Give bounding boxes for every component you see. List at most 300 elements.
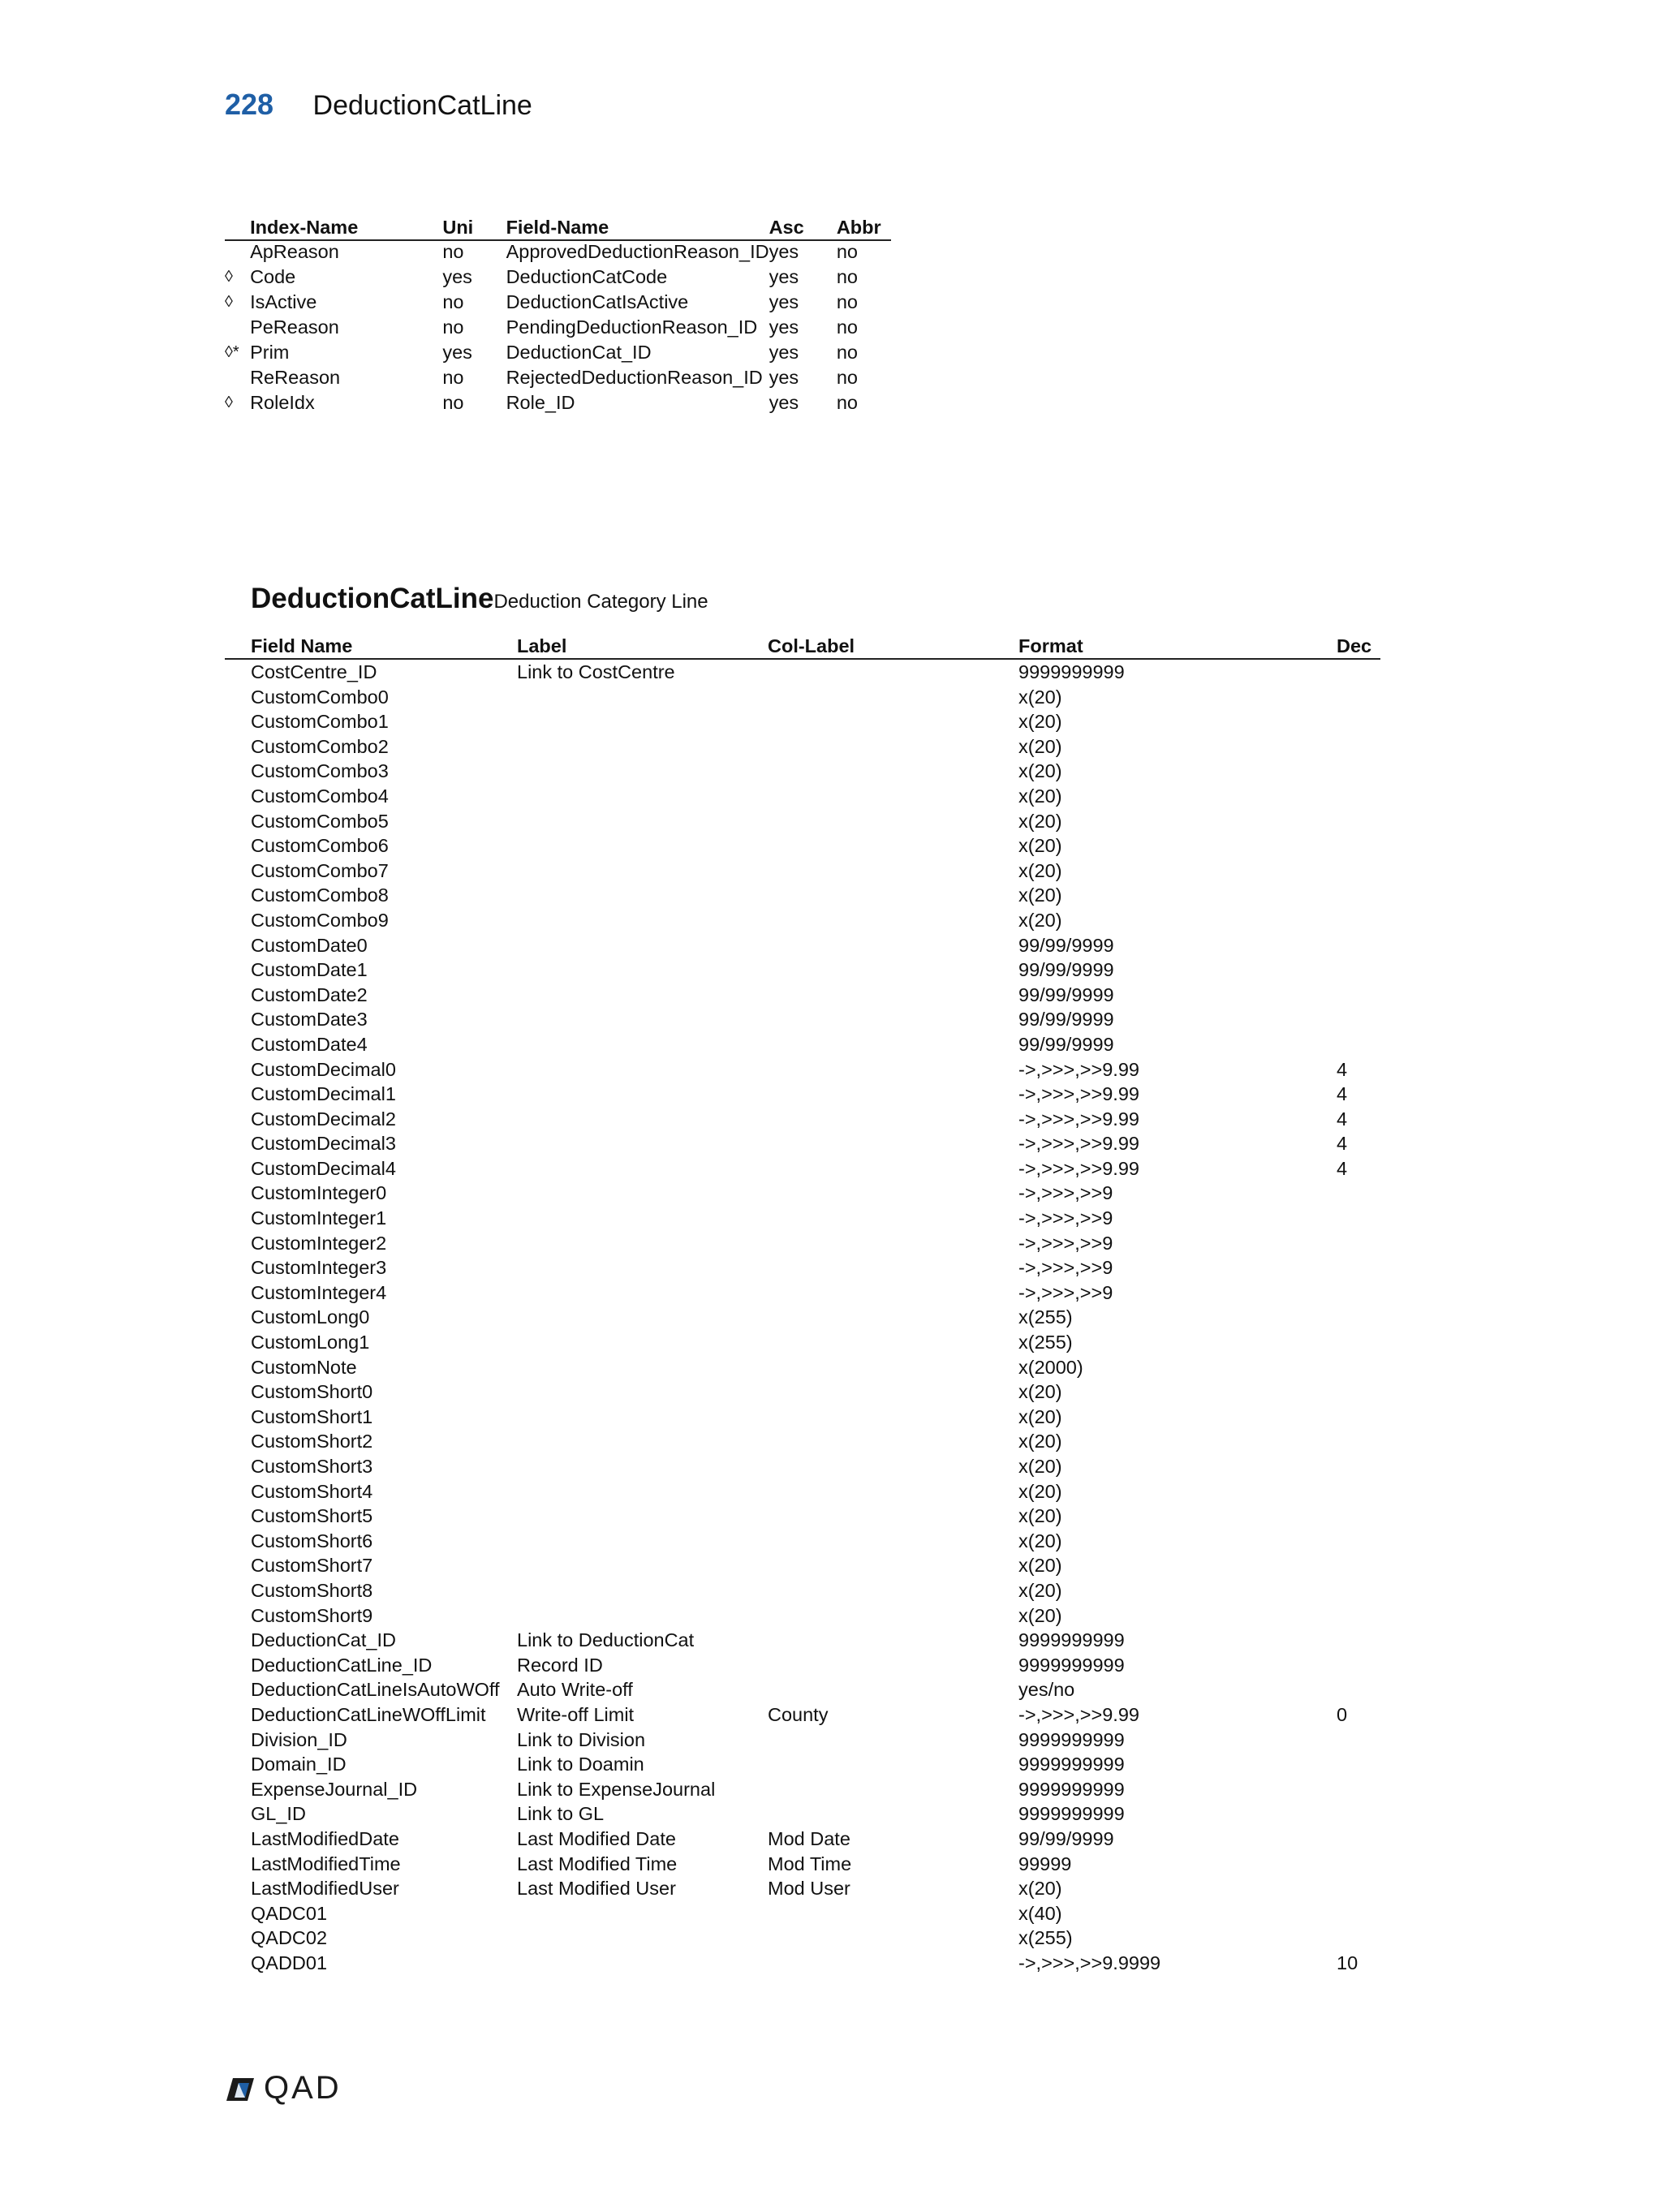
field-marker <box>225 659 251 685</box>
index-ascending: yes <box>769 316 799 338</box>
field-dec <box>1337 1777 1380 1802</box>
field-name: CustomLong0 <box>251 1306 370 1328</box>
field-row <box>225 1926 1380 1951</box>
field-row <box>225 1156 1380 1181</box>
field-dec <box>1337 1454 1380 1479</box>
field-marker <box>225 709 251 734</box>
field-table-header <box>225 633 1380 659</box>
field-name: CustomCombo7 <box>251 859 389 881</box>
field-format: x(20) <box>1018 1604 1062 1626</box>
field-dec <box>1337 784 1380 809</box>
field-label <box>517 1007 768 1032</box>
field-row <box>225 1255 1380 1280</box>
field-name: CustomShort0 <box>251 1381 373 1403</box>
field-col-label <box>768 1529 1018 1554</box>
field-format: x(20) <box>1018 711 1062 733</box>
field-col-label <box>768 1231 1018 1256</box>
field-name: CustomShort1 <box>251 1405 373 1427</box>
field-format: ->,>>>,>>9 <box>1018 1182 1113 1204</box>
field-marker <box>225 1578 251 1603</box>
field-format: x(40) <box>1018 1902 1062 1924</box>
field-row <box>225 1876 1380 1901</box>
field-marker <box>225 1728 251 1753</box>
field-marker <box>225 1405 251 1430</box>
field-name: QADC02 <box>251 1927 328 1949</box>
field-col-label <box>768 1007 1018 1032</box>
field-label <box>517 1901 768 1926</box>
field-marker <box>225 1082 251 1107</box>
field-label: Auto Write-off <box>517 1679 633 1701</box>
field-row <box>225 1107 1380 1132</box>
table-section-subtitle: Deduction Category Line <box>493 591 708 613</box>
index-row <box>225 316 891 342</box>
column-header-field-name: Field-Name <box>506 214 769 240</box>
field-label <box>517 1429 768 1454</box>
field-label: Write-off Limit <box>517 1703 635 1725</box>
field-row <box>225 1752 1380 1777</box>
field-row <box>225 1702 1380 1728</box>
field-row <box>225 809 1380 834</box>
field-format: ->,>>>,>>9 <box>1018 1257 1113 1279</box>
field-col-label <box>768 1553 1018 1578</box>
field-marker <box>225 1553 251 1578</box>
field-format: ->,>>>,>>9.99 <box>1018 1703 1139 1725</box>
field-format: 9999999999 <box>1018 1778 1125 1800</box>
index-marker: ◊* <box>225 343 239 361</box>
index-row <box>225 392 891 417</box>
field-row <box>225 1901 1380 1926</box>
field-col-label <box>768 1603 1018 1629</box>
field-col-label <box>768 1578 1018 1603</box>
field-label <box>517 809 768 834</box>
field-dec <box>1337 908 1380 933</box>
field-name: CustomShort8 <box>251 1579 373 1601</box>
qad-logo-icon <box>225 2075 256 2102</box>
index-ascending: yes <box>769 342 799 363</box>
field-col-label <box>768 1156 1018 1181</box>
column-header-dec: Dec <box>1337 633 1380 659</box>
field-marker <box>225 1951 251 1976</box>
field-marker <box>225 685 251 710</box>
field-format: ->,>>>,>>9 <box>1018 1207 1113 1229</box>
field-marker-header <box>225 633 251 659</box>
field-name: CustomDecimal3 <box>251 1133 396 1155</box>
field-name: Domain_ID <box>251 1754 347 1775</box>
field-label: Link to Doamin <box>517 1754 644 1775</box>
field-dec <box>1337 1852 1380 1877</box>
field-label: Last Modified Date <box>517 1827 676 1849</box>
field-name: ExpenseJournal_ID <box>251 1778 418 1800</box>
field-dec <box>1337 1429 1380 1454</box>
field-table-body <box>225 659 1380 1975</box>
field-marker <box>225 1057 251 1082</box>
field-marker <box>225 1901 251 1926</box>
field-row <box>225 1504 1380 1529</box>
index-row <box>225 342 891 367</box>
index-abbreviated: no <box>836 392 858 413</box>
field-col-label <box>768 1479 1018 1504</box>
field-format: x(20) <box>1018 785 1062 807</box>
field-label <box>517 1107 768 1132</box>
field-dec <box>1337 859 1380 884</box>
field-name: CustomShort3 <box>251 1456 373 1477</box>
field-marker <box>225 1429 251 1454</box>
field-label <box>517 1156 768 1181</box>
field-name: CustomShort7 <box>251 1555 373 1577</box>
field-col-label: Mod Time <box>768 1853 852 1874</box>
field-label <box>517 1553 768 1578</box>
field-format: ->,>>>,>>9.99 <box>1018 1058 1139 1080</box>
field-dec <box>1337 1255 1380 1280</box>
field-dec <box>1337 958 1380 983</box>
column-header-format: Format <box>1018 633 1337 659</box>
field-col-label <box>768 1379 1018 1405</box>
field-marker <box>225 1852 251 1877</box>
field-name: CustomInteger2 <box>251 1232 387 1254</box>
field-format: x(20) <box>1018 1530 1062 1551</box>
field-label <box>517 1951 768 1976</box>
field-dec <box>1337 1653 1380 1678</box>
field-label <box>517 908 768 933</box>
field-col-label: Mod Date <box>768 1827 850 1849</box>
field-row <box>225 1032 1380 1057</box>
field-marker <box>225 1330 251 1355</box>
field-marker <box>225 1926 251 1951</box>
index-name: ReReason <box>250 367 341 388</box>
index-unique: no <box>442 392 464 413</box>
field-marker <box>225 1231 251 1256</box>
field-label: Link to GL <box>517 1803 605 1825</box>
field-col-label <box>768 1181 1018 1206</box>
field-name: DeductionCat_ID <box>251 1629 396 1651</box>
field-format: 9999999999 <box>1018 1728 1125 1750</box>
field-name: CustomCombo2 <box>251 735 389 757</box>
field-format: ->,>>>,>>9.99 <box>1018 1133 1139 1155</box>
field-col-label <box>768 1355 1018 1380</box>
field-row <box>225 833 1380 859</box>
field-col-label <box>768 883 1018 908</box>
index-marker <box>225 316 250 342</box>
page-title: DeductionCatLine <box>312 90 532 121</box>
field-marker <box>225 1379 251 1405</box>
field-col-label <box>768 1107 1018 1132</box>
field-label <box>517 859 768 884</box>
field-col-label <box>768 1255 1018 1280</box>
page-number: 228 <box>225 88 274 121</box>
field-format: x(20) <box>1018 1456 1062 1477</box>
field-format: 99/99/9999 <box>1018 1827 1114 1849</box>
field-dec <box>1337 734 1380 760</box>
page-header <box>225 88 532 122</box>
field-row <box>225 685 1380 710</box>
field-dec <box>1337 1578 1380 1603</box>
index-ascending: yes <box>769 392 799 413</box>
field-format: x(20) <box>1018 810 1062 832</box>
field-dec: 0 <box>1337 1703 1348 1725</box>
field-marker <box>225 734 251 760</box>
index-name: ApReason <box>250 241 339 262</box>
field-format: ->,>>>,>>9 <box>1018 1232 1113 1254</box>
field-row <box>225 883 1380 908</box>
field-format: x(2000) <box>1018 1356 1083 1378</box>
field-marker <box>225 1628 251 1653</box>
field-name: DeductionCatLine_ID <box>251 1654 433 1676</box>
field-dec <box>1337 659 1380 685</box>
index-ascending: yes <box>769 291 799 312</box>
field-name: CustomDate0 <box>251 934 368 956</box>
field-format: x(20) <box>1018 1555 1062 1577</box>
field-format: ->,>>>,>>9.9999 <box>1018 1952 1161 1973</box>
field-dec <box>1337 1330 1380 1355</box>
index-ascending: yes <box>769 266 799 287</box>
field-row <box>225 958 1380 983</box>
index-abbreviated: no <box>836 241 858 262</box>
field-row <box>225 1578 1380 1603</box>
field-col-label <box>768 1280 1018 1306</box>
field-format: x(20) <box>1018 686 1062 708</box>
field-format: x(20) <box>1018 1431 1062 1452</box>
field-col-label <box>768 1131 1018 1156</box>
field-col-label <box>768 1330 1018 1355</box>
field-format: 99999 <box>1018 1853 1072 1874</box>
field-marker <box>225 784 251 809</box>
field-name: QADC01 <box>251 1902 328 1924</box>
field-format: x(20) <box>1018 909 1062 931</box>
field-dec <box>1337 1206 1380 1231</box>
field-marker <box>225 1206 251 1231</box>
field-row <box>225 1852 1380 1877</box>
field-label <box>517 933 768 958</box>
field-dec <box>1337 1504 1380 1529</box>
field-name: CustomInteger3 <box>251 1257 387 1279</box>
field-label <box>517 833 768 859</box>
field-dec <box>1337 983 1380 1008</box>
field-row <box>225 1951 1380 1976</box>
field-col-label <box>768 1032 1018 1057</box>
field-name: CustomNote <box>251 1356 357 1378</box>
field-col-label <box>768 1752 1018 1777</box>
field-row <box>225 1728 1380 1753</box>
field-format: yes/no <box>1018 1679 1075 1701</box>
field-dec <box>1337 1752 1380 1777</box>
index-table <box>225 214 891 417</box>
field-name: DeductionCatLineWOffLimit <box>251 1703 486 1725</box>
index-unique: yes <box>442 266 472 287</box>
field-marker <box>225 1827 251 1852</box>
field-marker <box>225 1156 251 1181</box>
qad-logo-text: QAD <box>264 2070 342 2106</box>
field-marker <box>225 1801 251 1827</box>
field-label <box>517 784 768 809</box>
field-col-label: Mod User <box>768 1878 850 1900</box>
field-col-label <box>768 734 1018 760</box>
index-row <box>225 266 891 291</box>
field-dec <box>1337 1280 1380 1306</box>
column-header-index-name: Index-Name <box>250 214 442 240</box>
field-col-label <box>768 1429 1018 1454</box>
field-marker <box>225 833 251 859</box>
field-format: ->,>>>,>>9.99 <box>1018 1108 1139 1130</box>
field-marker <box>225 1280 251 1306</box>
field-row <box>225 1653 1380 1678</box>
field-name: CustomCombo6 <box>251 835 389 857</box>
field-dec <box>1337 1479 1380 1504</box>
field-row <box>225 709 1380 734</box>
field-format: x(255) <box>1018 1306 1073 1328</box>
field-row <box>225 1454 1380 1479</box>
field-dec <box>1337 759 1380 784</box>
field-marker <box>225 958 251 983</box>
index-field-name: PendingDeductionReason_ID <box>506 316 758 338</box>
column-header-asc: Asc <box>769 214 837 240</box>
field-row <box>225 933 1380 958</box>
field-name: GL_ID <box>251 1803 306 1825</box>
qad-logo <box>225 2070 342 2107</box>
field-label <box>517 734 768 760</box>
field-label <box>517 1131 768 1156</box>
field-name: CustomInteger4 <box>251 1281 387 1303</box>
field-format: x(255) <box>1018 1927 1073 1949</box>
field-dec <box>1337 1876 1380 1901</box>
field-marker <box>225 883 251 908</box>
field-marker <box>225 1504 251 1529</box>
field-dec <box>1337 1827 1380 1852</box>
field-col-label <box>768 709 1018 734</box>
field-label <box>517 958 768 983</box>
field-row <box>225 1479 1380 1504</box>
field-dec <box>1337 1801 1380 1827</box>
field-format: x(20) <box>1018 884 1062 906</box>
field-marker <box>225 933 251 958</box>
field-row <box>225 1007 1380 1032</box>
index-name: IsActive <box>250 291 317 312</box>
field-name: CustomCombo9 <box>251 909 389 931</box>
index-name: Code <box>250 266 296 287</box>
field-row <box>225 659 1380 685</box>
index-unique: no <box>442 316 464 338</box>
index-table-body <box>225 240 891 417</box>
field-label <box>517 1926 768 1951</box>
field-format: 99/99/9999 <box>1018 959 1114 981</box>
index-marker <box>225 367 250 392</box>
field-name: CustomDate2 <box>251 983 368 1005</box>
field-row <box>225 1801 1380 1827</box>
index-abbreviated: no <box>836 342 858 363</box>
field-dec <box>1337 883 1380 908</box>
index-ascending: yes <box>769 241 799 262</box>
field-label <box>517 1405 768 1430</box>
field-label <box>517 1454 768 1479</box>
field-row <box>225 1405 1380 1430</box>
field-col-label <box>768 685 1018 710</box>
field-col-label <box>768 1628 1018 1653</box>
field-row <box>225 1082 1380 1107</box>
index-marker <box>225 240 250 266</box>
field-format: 99/99/9999 <box>1018 934 1114 956</box>
field-row <box>225 1628 1380 1653</box>
index-field-name: DeductionCatIsActive <box>506 291 689 312</box>
field-dec: 4 <box>1337 1108 1348 1130</box>
field-row <box>225 1379 1380 1405</box>
column-header-col-label: Col-Label <box>768 633 1018 659</box>
field-format: ->,>>>,>>9.99 <box>1018 1157 1139 1179</box>
field-format: ->,>>>,>>9 <box>1018 1281 1113 1303</box>
field-dec <box>1337 933 1380 958</box>
field-dec <box>1337 1529 1380 1554</box>
index-abbreviated: no <box>836 291 858 312</box>
field-col-label <box>768 833 1018 859</box>
field-name: CustomDecimal0 <box>251 1058 396 1080</box>
field-marker <box>225 1653 251 1678</box>
field-format: ->,>>>,>>9.99 <box>1018 1083 1139 1105</box>
field-col-label <box>768 983 1018 1008</box>
index-unique: no <box>442 241 464 262</box>
field-name: CustomShort5 <box>251 1505 373 1527</box>
field-dec <box>1337 1603 1380 1629</box>
column-header-field-name: Field Name <box>251 633 517 659</box>
field-col-label <box>768 933 1018 958</box>
field-marker <box>225 1131 251 1156</box>
field-col-label <box>768 1901 1018 1926</box>
field-row <box>225 1553 1380 1578</box>
field-format: x(20) <box>1018 760 1062 782</box>
field-dec: 4 <box>1337 1157 1348 1179</box>
field-label <box>517 1255 768 1280</box>
field-name: CustomDecimal4 <box>251 1157 396 1179</box>
index-marker: ◊ <box>225 394 233 411</box>
table-section-title: DeductionCatLine <box>251 583 494 614</box>
field-label: Record ID <box>517 1654 603 1676</box>
index-field-name: ApprovedDeductionReason_ID <box>506 241 769 262</box>
field-label <box>517 709 768 734</box>
field-col-label <box>768 1653 1018 1678</box>
index-unique: yes <box>442 342 472 363</box>
field-marker <box>225 809 251 834</box>
field-label <box>517 1578 768 1603</box>
index-unique: no <box>442 291 464 312</box>
index-ascending: yes <box>769 367 799 388</box>
field-dec <box>1337 1231 1380 1256</box>
field-row <box>225 983 1380 1008</box>
field-col-label <box>768 908 1018 933</box>
field-marker <box>225 1702 251 1728</box>
field-marker <box>225 1007 251 1032</box>
field-format: x(20) <box>1018 859 1062 881</box>
field-marker <box>225 1752 251 1777</box>
field-marker <box>225 1305 251 1330</box>
field-label <box>517 1032 768 1057</box>
field-label <box>517 1305 768 1330</box>
field-label <box>517 1504 768 1529</box>
index-field-name: DeductionCat_ID <box>506 342 652 363</box>
field-name: CustomCombo1 <box>251 711 389 733</box>
field-dec <box>1337 1628 1380 1653</box>
field-marker <box>225 1255 251 1280</box>
field-marker <box>225 1677 251 1702</box>
field-row <box>225 908 1380 933</box>
field-format: 99/99/9999 <box>1018 1033 1114 1055</box>
field-name: CustomInteger1 <box>251 1207 387 1229</box>
field-format: x(20) <box>1018 1480 1062 1502</box>
field-label <box>517 1206 768 1231</box>
field-dec <box>1337 1553 1380 1578</box>
table-section-heading <box>251 583 708 615</box>
field-name: CustomCombo0 <box>251 686 389 708</box>
field-name: DeductionCatLineIsAutoWOff <box>251 1679 500 1701</box>
index-name: Prim <box>250 342 290 363</box>
field-dec <box>1337 833 1380 859</box>
field-name: LastModifiedDate <box>251 1827 399 1849</box>
